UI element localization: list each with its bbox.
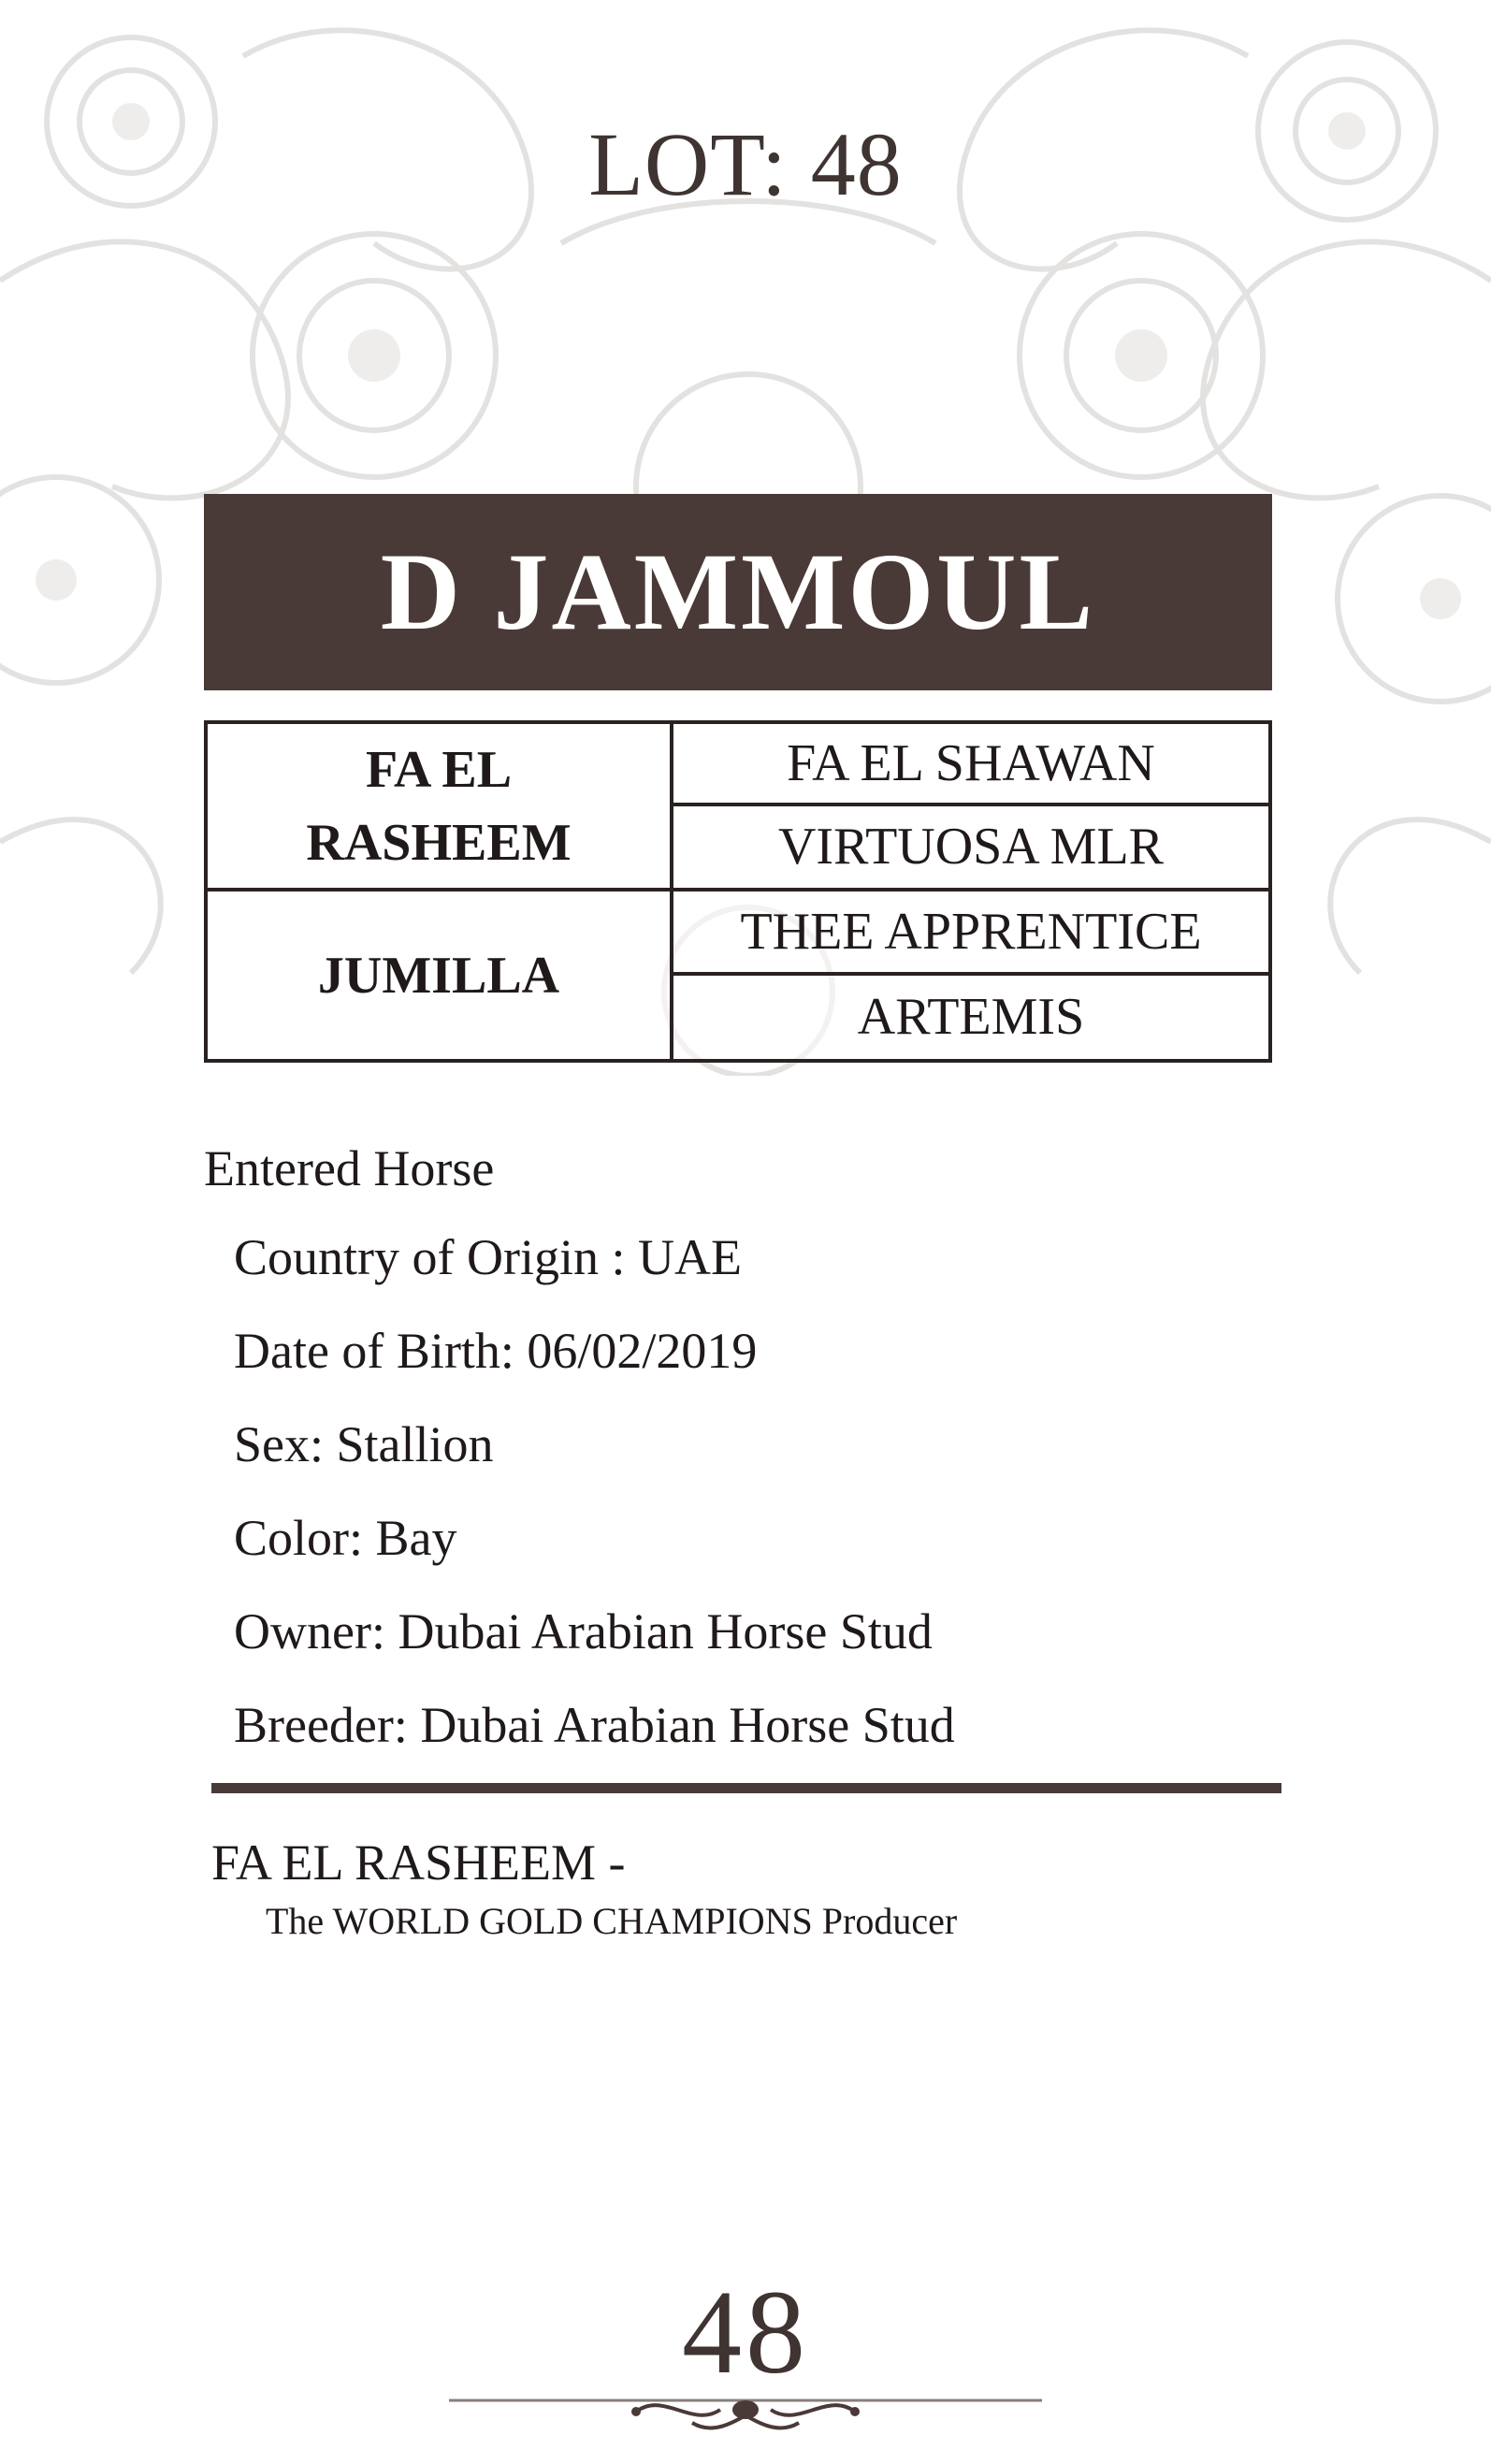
dam-sire-name: THEE APPRENTICE xyxy=(673,891,1268,976)
lot-title: LOT: 48 xyxy=(588,114,903,214)
note-subtitle: The WORLD GOLD CHAMPIONS Producer xyxy=(266,1900,958,1942)
horse-details xyxy=(234,1227,955,1789)
pedigree-table xyxy=(204,720,1272,1063)
pedigree-dam xyxy=(208,891,673,1059)
color: Color: Bay xyxy=(234,1510,457,1566)
sire-name: FA EL RASHEEM xyxy=(306,740,572,872)
breeder: Breeder: Dubai Arabian Horse Stud xyxy=(234,1697,955,1753)
horse-name-banner xyxy=(204,494,1272,690)
country-of-origin: Country of Origin : UAE xyxy=(234,1229,742,1285)
flourish-divider-icon xyxy=(449,2382,1042,2438)
note-title: FA EL RASHEEM - xyxy=(211,1834,626,1891)
horse-name: D JAMMOUL xyxy=(380,530,1096,653)
pedigree-sire xyxy=(208,724,673,891)
section-divider xyxy=(211,1783,1281,1793)
owner: Owner: Dubai Arabian Horse Stud xyxy=(234,1603,933,1660)
dam-parents xyxy=(673,891,1268,1059)
sire-parents xyxy=(673,724,1268,891)
entered-horse-label: Entered Horse xyxy=(204,1140,495,1196)
sex: Sex: Stallion xyxy=(234,1416,494,1472)
date-of-birth: Date of Birth: 06/02/2019 xyxy=(234,1323,758,1379)
sire-dam-name: VIRTUOSA MLR xyxy=(777,818,1164,877)
dam-dam-name: ARTEMIS xyxy=(857,988,1085,1047)
dam-name: JUMILLA xyxy=(317,946,560,1005)
page-number: 48 xyxy=(682,2266,809,2399)
sire-sire-name: FA EL SHAWAN xyxy=(673,724,1268,806)
